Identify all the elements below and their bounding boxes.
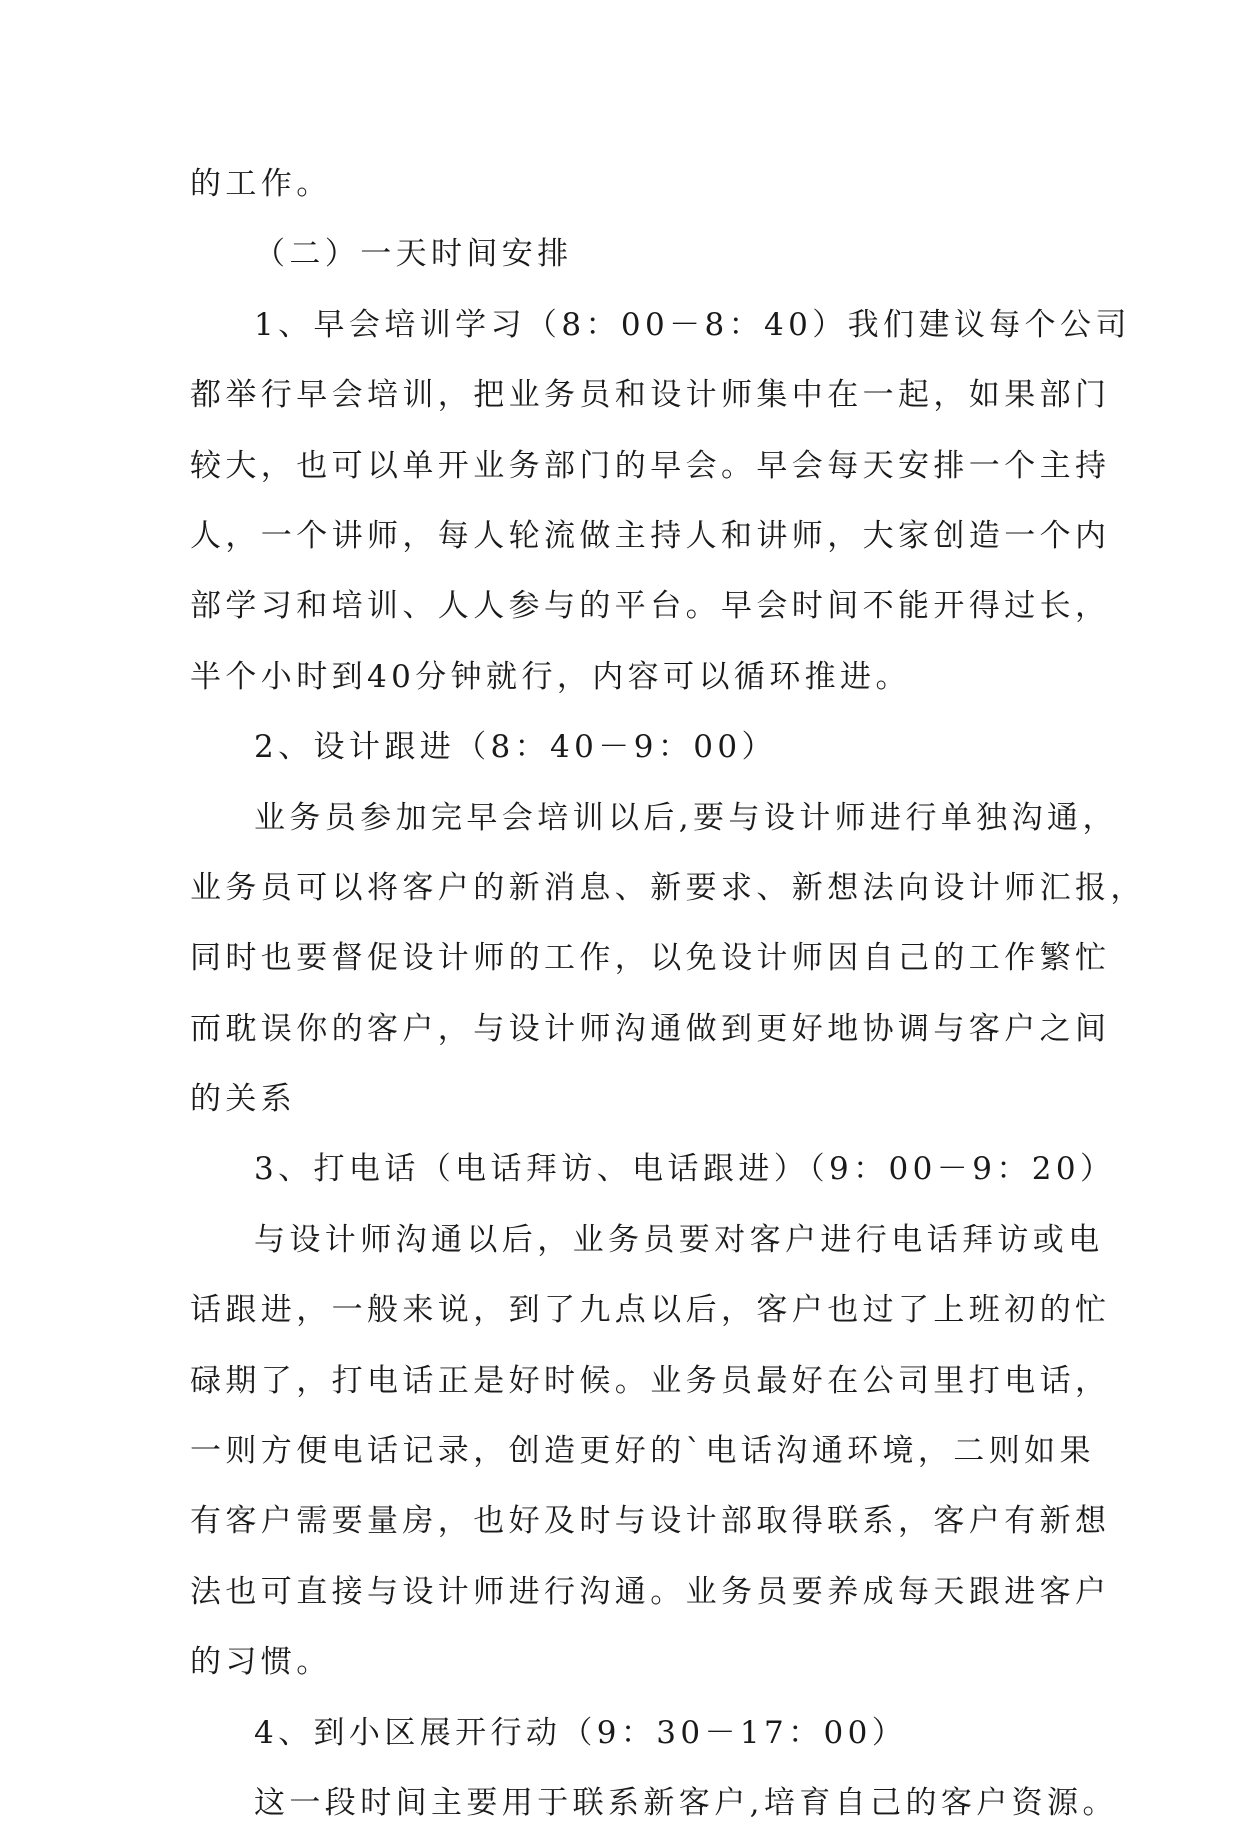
- text-line-13: 而耽误你的客户，与设计师沟通做到更好地协调与客户之间: [190, 1010, 1111, 1047]
- text-line-14: 的关系: [190, 1081, 297, 1118]
- text-line-21: 法也可直接与设计师进行沟通。业务员要养成每天跟进客户: [190, 1573, 1111, 1610]
- text-line-10: 业务员参加完早会培训以后,要与设计师进行单独沟通，: [254, 799, 1118, 836]
- text-line-6: 人，一个讲师，每人轮流做主持人和讲师，大家创造一个内: [190, 517, 1111, 554]
- text-line-17: 话跟进，一般来说，到了九点以后，客户也过了上班初的忙: [190, 1292, 1111, 1329]
- text-line-4: 都举行早会培训，把业务员和设计师集中在一起，如果部门: [190, 377, 1111, 414]
- text-line-1: 的工作。: [190, 166, 332, 202]
- item-4-heading: 4、到小区展开行动（9：30－17：00）: [254, 1714, 908, 1751]
- text-line-22: 的习惯。: [190, 1644, 332, 1681]
- item-1-heading: 1、早会培训学习（8：00－8：40）我们建议每个公司: [254, 306, 1131, 343]
- text-line-7: 部学习和培训、人人参与的平台。早会时间不能开得过长，: [190, 588, 1111, 625]
- text-line-5: 较大，也可以单开业务部门的早会。早会每天安排一个主持: [190, 447, 1111, 484]
- text-line-12: 同时也要督促设计师的工作，以免设计师因自己的工作繁忙: [190, 940, 1111, 977]
- item-2-heading: 2、设计跟进（8：40－9：00）: [254, 729, 777, 766]
- text-line-20: 有客户需要量房，也好及时与设计部取得联系，客户有新想: [190, 1503, 1111, 1540]
- document-page: [190, 158, 1146, 1847]
- item-3-heading: 3、打电话（电话拜访、电话跟进）（9：00－9：20）: [254, 1151, 1116, 1188]
- text-line-8: 半个小时到40分钟就行，内容可以循环推进。: [190, 658, 911, 695]
- text-line-19: 一则方便电话记录，创造更好的`电话沟通环境，二则如果: [190, 1433, 1095, 1470]
- text-line-16: 与设计师沟通以后，业务员要对客户进行电话拜访或电: [254, 1221, 1104, 1258]
- text-line-18: 碌期了，打电话正是好时候。业务员最好在公司里打电话，: [190, 1362, 1111, 1399]
- text-line-11: 业务员可以将客户的新消息、新要求、新想法向设计师汇报，: [190, 869, 1146, 906]
- text-line-24: 这一段时间主要用于联系新客户,培育自己的客户资源。: [254, 1784, 1118, 1821]
- section-heading: （二）一天时间安排: [254, 236, 573, 273]
